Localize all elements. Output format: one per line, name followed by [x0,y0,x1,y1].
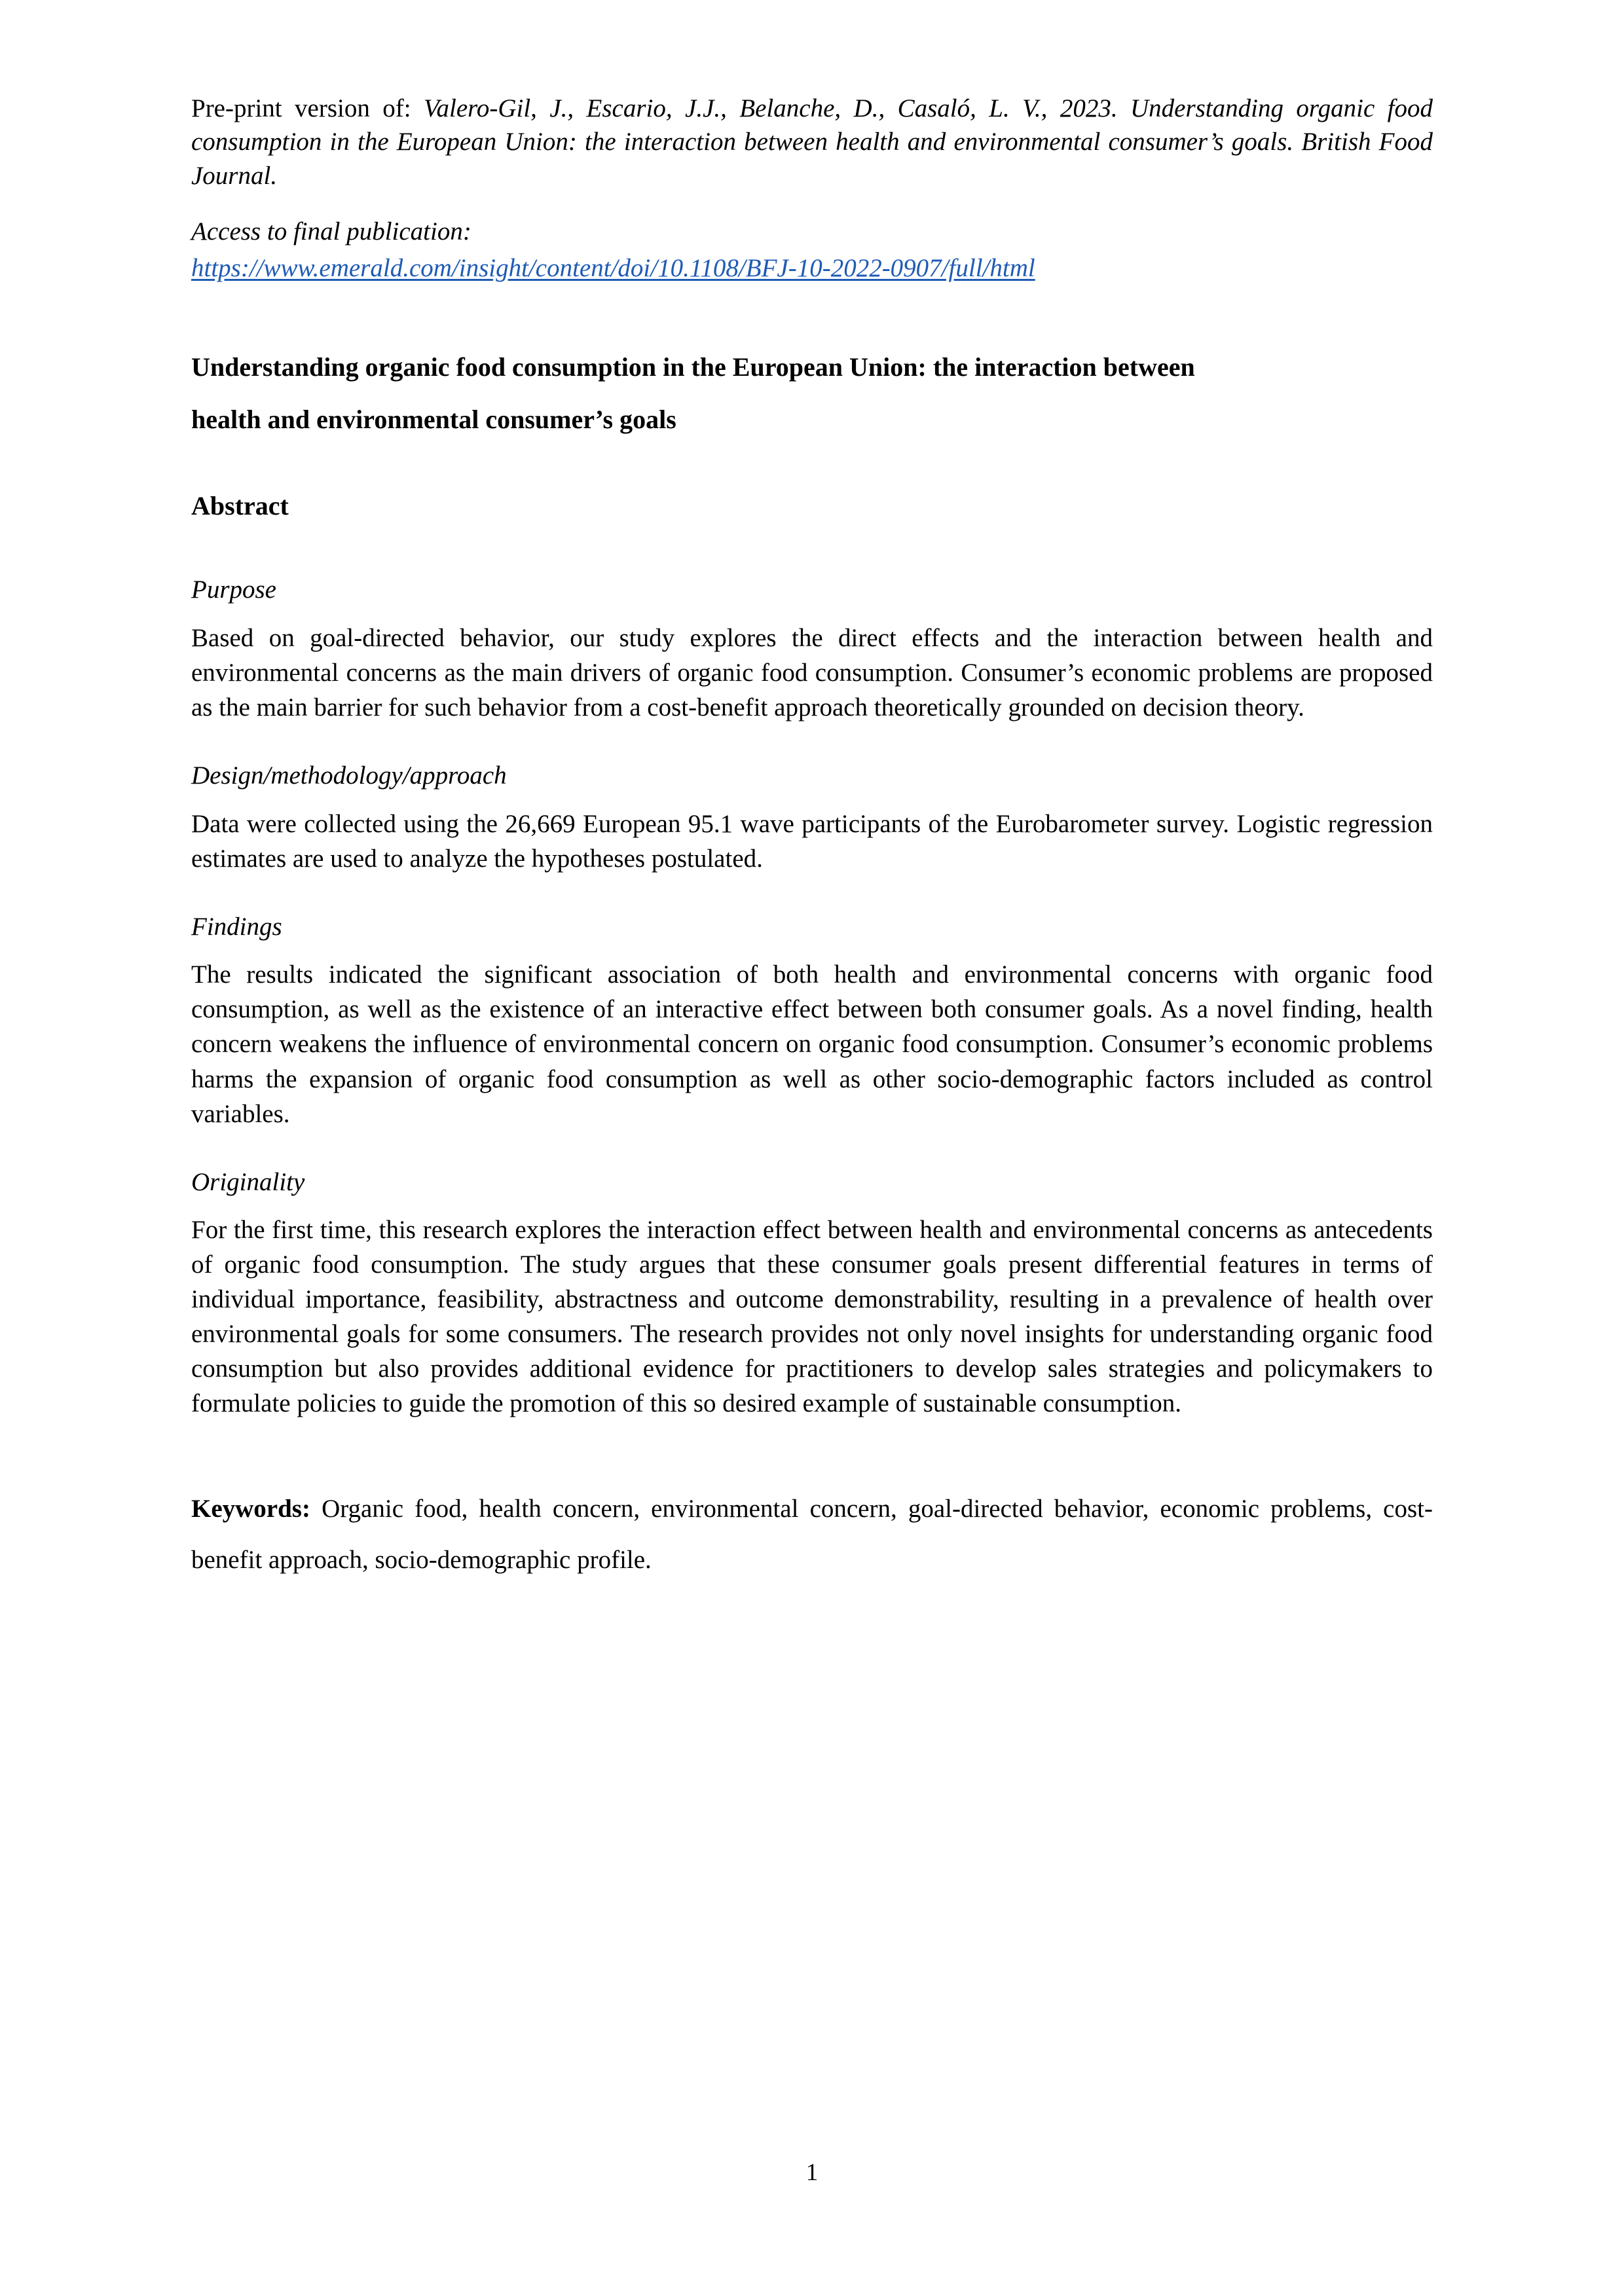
preprint-prefix: Pre-print version of: [191,94,424,122]
paper-title-line-1: Understanding organic food consumption in the European Union: the interaction between [191,352,1195,382]
section-body-purpose: Based on goal-directed behavior, our study explores the direct effects and the interaction between health and environmental concerns as the main drivers of organic food consumption. Consumer’s economic problems are proposed as the main barrier for such behavior from a cost-benefit approach theoretically grounded on decision theory. [191,623,1433,722]
section-body-design: Data were collected using the 26,669 European 95.1 wave participants of the Eurobarometer survey. Logistic regression estimates are used to analyze the hypotheses postulated. [191,809,1433,873]
section-heading-originality: Originality [191,1167,305,1196]
access-url-line [191,251,1433,285]
section-body-findings: The results indicated the significant association of both health and environmental concerns with organic food consumption, as well as the existence of an interactive effect between both consumer goals. As a novel finding, health concern weakens the influence of environmental concern on organic food consumption. Consumer’s economic problems harms the expansion of organic food consumption as well as other socio-demographic factors included as control variables. [191,960,1433,1128]
section-heading-findings: Findings [191,912,282,941]
access-label: Access to final publication: [191,217,471,246]
abstract-heading: Abstract [191,491,289,521]
page-number: 1 [805,2159,819,2186]
page-content [191,92,1433,1586]
keywords-block [191,1484,1433,1586]
section-heading-purpose: Purpose [191,575,276,604]
publication-link[interactable]: https://www.emerald.com/insight/content/doi/10.1108/BFJ-10-2022-0907/full/html [191,253,1035,282]
keywords-list: Organic food, health concern, environmental concern, goal-directed behavior, economic problems, cost-benefit approach, socio-demographic profile. [191,1495,1433,1575]
page-title [191,341,1433,446]
section-body-originality: For the first time, this research explores the interaction effect between health and environmental concerns as antecedents of organic food consumption. The study argues that these consumer goals present differential features in terms of individual importance, feasibility, abstractness and outcome demonstrability, resulting in a prevalence of health over environmental goals for some consumers. The research provides not only novel insights for understanding organic food consumption but also provides additional evidence for practitioners to develop sales strategies and policymakers to formulate policies to guide the promotion of this so desired example of sustainable consumption. [191,1216,1433,1418]
preprint-citation: Valero-Gil, J., Escario, J.J., Belanche, D., Casaló, L. V., 2023. Understanding organic food consumption in the European Union: the interaction between health and environmental consumer’s goals. British Food Journal. [191,94,1433,190]
paper-title-line-2: health and environmental consumer’s goals [191,405,676,435]
preprint-notice [191,92,1433,192]
section-heading-design: Design/methodology/approach [191,761,507,790]
keywords-label: Keywords: [191,1495,310,1523]
